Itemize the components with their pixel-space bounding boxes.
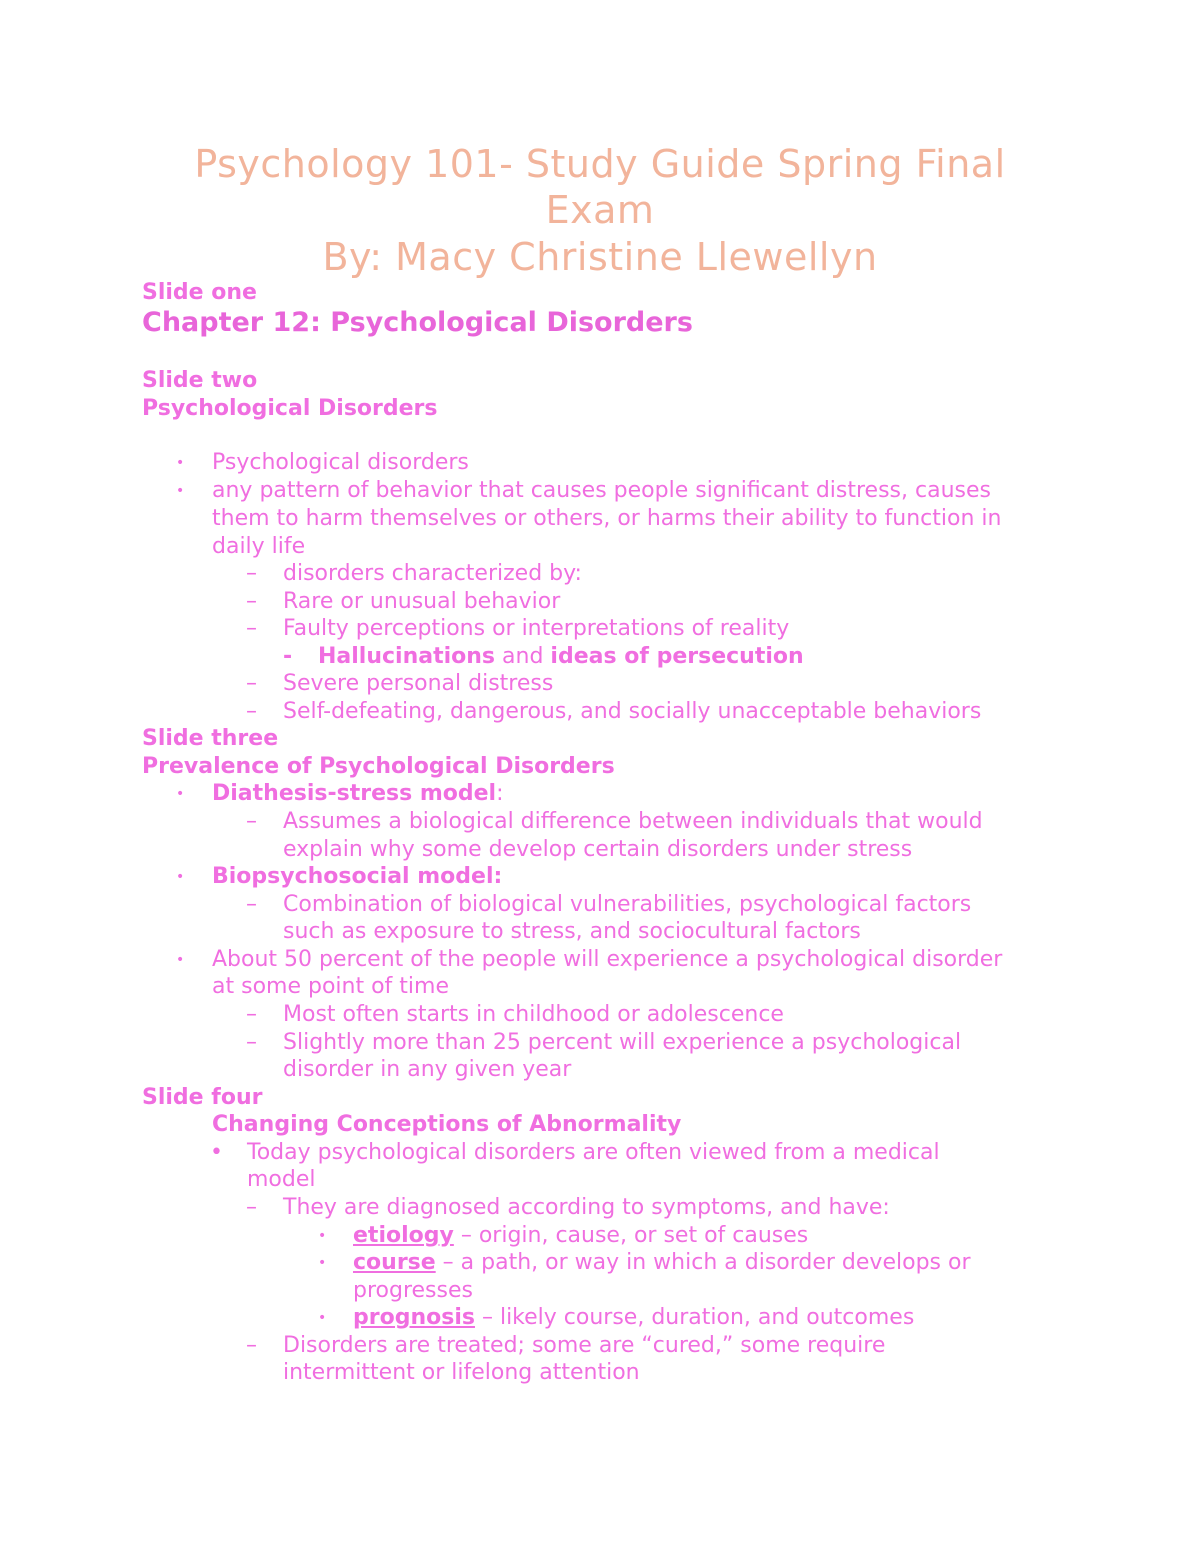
dash-marker: – [246,589,257,614]
bullet-marker: • [318,1310,327,1326]
definition-text: – origin, cause, or set of causes [453,1223,809,1248]
list-item-continued: at some point of time [212,974,449,999]
bullet-marker: • [176,786,185,802]
slide-two-heading: Psychological Disorders [142,396,438,421]
dash-marker: – [246,1030,257,1055]
list-item: About 50 percent of the people will experience a psychological disorder [212,947,1003,972]
sub-list-item: Assumes a biological difference between individuals that would [283,809,983,834]
sub-list-item: They are diagnosed according to symptoms, and have: [283,1195,890,1220]
term-prognosis: prognosis [353,1305,475,1330]
sub-list-item: Rare or unusual behavior [283,589,561,614]
connector-text: and [495,644,551,669]
sub-sub-dash-marker: - [283,644,293,669]
dash-marker: – [246,616,257,641]
sub-list-item: disorders characterized by: [283,561,582,586]
sub-sub-list-item [318,643,804,671]
sub-list-item: Most often starts in childhood or adolescence [283,1002,784,1027]
dash-marker: – [246,892,257,917]
term-course: course [353,1250,436,1275]
slide-three-heading: Prevalence of Psychological Disorders [142,754,615,779]
list-item: any pattern of behavior that causes people significant distress, causes [212,478,991,503]
dash-marker: – [246,1002,257,1027]
sub-list-item-continued: such as exposure to stress, and sociocultural factors [283,919,861,944]
slide-four-label: Slide four [142,1085,263,1110]
sub-list-item: Combination of biological vulnerabilities, psychological factors [283,892,972,917]
chapter-heading: Chapter 12: Psychological Disorders [142,307,693,338]
list-item-continued: daily life [212,534,306,559]
term-etiology: etiology [353,1223,454,1248]
dash-marker: – [246,699,257,724]
dash-marker: – [246,1195,257,1220]
definition-item-continued: progresses [353,1278,473,1303]
slide-four-heading: Changing Conceptions of Abnormality [212,1112,682,1137]
punctuation: : [496,781,504,806]
sub-list-item: Disorders are treated; some are “cured,” some require [283,1333,886,1358]
bullet-marker: • [318,1255,327,1271]
sub-list-item-continued: explain why some develop certain disorders under stress [283,837,913,862]
sub-list-item: Self-defeating, dangerous, and socially unacceptable behaviors [283,699,982,724]
slide-two-label: Slide two [142,368,258,393]
slide-three-label: Slide three [142,726,279,751]
bullet-marker: • [318,1228,327,1244]
term-hallucinations: Hallucinations [318,644,496,669]
dash-marker: – [246,561,257,586]
document-title-line2: Exam [545,188,655,232]
list-item-continued: model [247,1167,316,1192]
definition-text: – likely course, duration, and outcomes [474,1305,915,1330]
term-ideas-of-persecution: ideas of persecution [550,644,804,669]
bullet-marker: • [176,952,185,968]
document-title-line1: Psychology 101- Study Guide Spring Final [194,142,1006,186]
dash-marker: – [246,1333,257,1358]
document-author: By: Macy Christine Llewellyn [322,235,878,279]
definition-item [353,1249,971,1277]
sub-list-item: Slightly more than 25 percent will experience a psychological [283,1030,962,1055]
list-item-continued: them to harm themselves or others, or harms their ability to function in [212,506,1002,531]
slide-one-label: Slide one [142,280,257,305]
sub-list-item: Faulty perceptions or interpretations of reality [283,616,790,641]
sub-list-item-continued: disorder in any given year [283,1057,572,1082]
dash-marker: – [246,809,257,834]
sub-list-item: Severe personal distress [283,671,554,696]
bullet-marker: • [210,1140,223,1165]
definition-text: – a path, or way in which a disorder develops or [435,1250,971,1275]
list-item: Today psychological disorders are often viewed from a medical [247,1140,940,1165]
list-item: Psychological disorders [212,450,469,475]
bullet-marker: • [176,869,185,885]
bullet-marker: • [176,455,185,471]
dash-marker: – [246,671,257,696]
term-biopsychosocial-model: Biopsychosocial model: [212,864,503,889]
term-diathesis-stress-model: Diathesis-stress model [212,781,497,806]
definition-item [353,1304,914,1332]
bullet-marker: • [176,483,185,499]
list-item [212,780,504,808]
definition-item [353,1222,808,1250]
sub-list-item-continued: intermittent or lifelong attention [283,1360,640,1385]
